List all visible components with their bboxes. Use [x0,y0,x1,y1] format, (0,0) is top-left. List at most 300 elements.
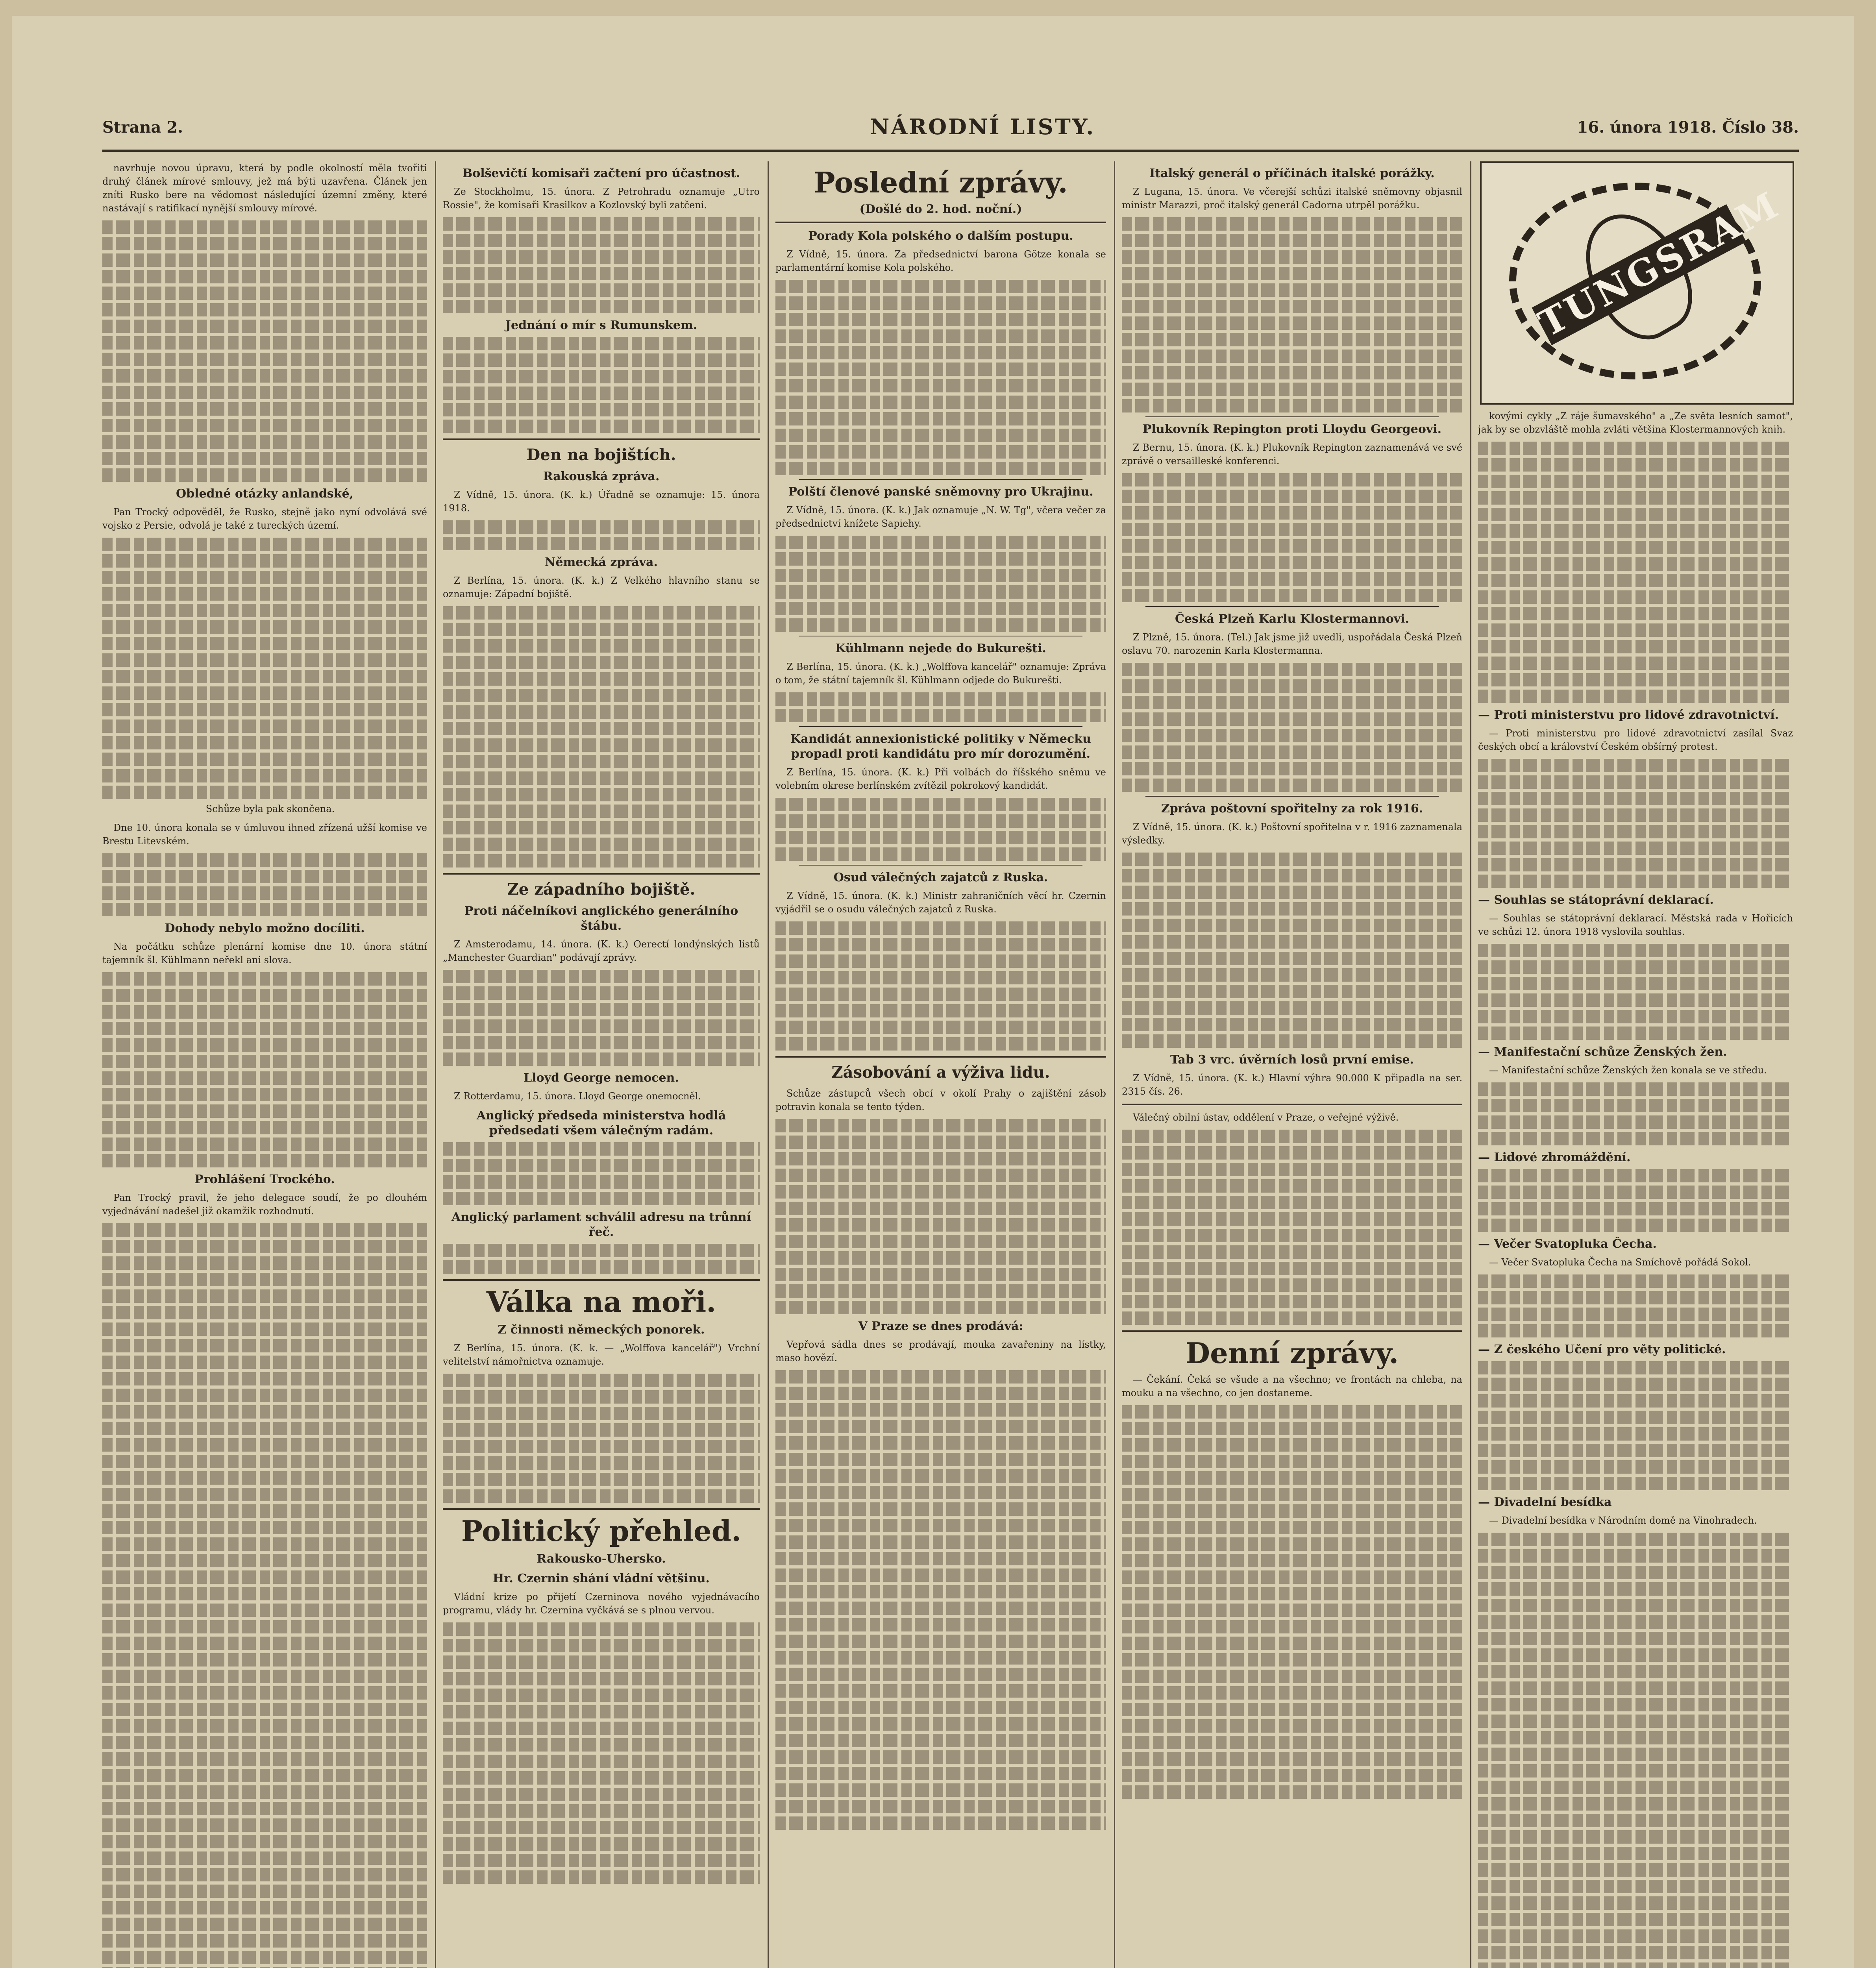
divider [1145,606,1439,607]
text-line [443,838,760,851]
text-line [102,972,427,986]
text-line [102,336,427,350]
text-line [775,1021,1106,1034]
text-line [443,689,760,702]
text-line [1122,919,1462,932]
text-line [775,280,1106,293]
text-line [1478,808,1793,822]
text-line [1478,1715,1793,1728]
text-line [1478,1582,1793,1596]
text-line [102,1289,427,1303]
text-line [1478,1460,1793,1474]
divider [799,865,1082,866]
text-line [443,1142,760,1156]
divider [775,222,1106,223]
text-line [102,637,427,650]
article-text: Z Bernu, 15. února. (K. k.) Plukovník Repington zaznamenává ve své zprávě o versailleské konferenci. [1122,442,1462,466]
text-line [1478,1427,1793,1441]
text-line [443,283,760,297]
text-line [443,1456,760,1470]
text-line [102,1901,427,1914]
text-line [1122,663,1462,676]
headline: Tab 3 vrc. úvěrních losů první emise. [1170,1053,1414,1067]
subheadline: Anglický předseda ministerstva hodlá předsedati všem válečným radám. [476,1109,726,1138]
text-line [1478,775,1793,789]
text-line [443,1052,760,1066]
text-line [1122,1455,1462,1468]
text-line [1122,1703,1462,1716]
text-line [1122,473,1462,486]
text-line [775,618,1106,632]
text-line [1478,1929,1793,1943]
text-line [1122,696,1462,709]
text-line [102,1752,427,1766]
text-line [1122,1405,1462,1419]
text-line [443,267,760,280]
text-line [102,402,427,416]
text-line [443,854,760,867]
text-line [1122,572,1462,586]
text-line [1122,1262,1462,1275]
text-line [443,1440,760,1453]
article-text: Z Vídně, 15. února. (K. k.) Ministr zahraničních věcí hr. Czernin vyjádřil se o osudu válečných zajatců z Ruska. [775,890,1106,915]
text-line [1122,869,1462,882]
text-line [443,738,760,752]
text-line [102,1071,427,1085]
text-line [102,237,427,250]
text-line [775,346,1106,359]
article-text: Vládní krize po přijetí Czerninova nového vyjednávacího programu, vlády hr. Czernina vyčkává se s plnou vervou. [443,1591,760,1616]
text-line [102,320,427,333]
text-line [775,1436,1106,1450]
text-line [1478,944,1793,957]
text-line [102,1703,427,1716]
text-line [1122,1521,1462,1534]
text-line [102,287,427,300]
text-line [102,720,427,733]
text-line [775,1750,1106,1764]
article-text: Z Vídně, 15. února. (K. k.) Poštovní spořitelna v r. 1916 zaznamenala výsledky. [1122,821,1462,846]
text-line [443,672,760,686]
text-line [1478,541,1793,554]
headline: Dohody nebylo možno docíliti. [165,921,365,935]
text-line [443,639,760,653]
text-line [102,1005,427,1019]
text-line [1478,442,1793,455]
divider [799,726,1082,727]
text-line [443,1244,760,1257]
text-line [1122,1653,1462,1667]
text-line [775,552,1106,566]
text-line [443,1489,760,1503]
text-line [1122,1196,1462,1209]
text-line [775,296,1106,310]
page-number: Strana 2. [102,118,183,137]
text-line [775,971,1106,984]
headline: Polští členové panské sněmovny pro Ukrajinu. [788,485,1093,499]
text-line [443,722,760,735]
text-line [443,1738,760,1752]
text-line [443,1192,760,1205]
text-line [775,1185,1106,1199]
text-line [1478,574,1793,587]
text-line [1122,217,1462,231]
article-text: Z Berlína, 15. února. (K. k.) „Wolffova kancelář" oznamuje: Zpráva o tom, že státní tajemník šl. Kühlmann odjede do Bukurešti. [775,661,1106,686]
text-line [102,989,427,1002]
headline: Denní zprávy. [1185,1336,1399,1370]
text-line [1478,1847,1793,1860]
subheadline: Hr. Czernin shání vládní většinu. [493,1572,710,1585]
text-line [1478,673,1793,686]
text-line [102,1769,427,1782]
text-line [775,329,1106,343]
divider [1122,1104,1462,1105]
text-line [443,337,760,350]
text-line [102,253,427,267]
text-line [102,1851,427,1865]
headline: Poslední zprávy. [814,166,1068,199]
text-line [102,853,427,867]
article-text: Na počátku schůze plenární komise dne 10. února státní tajemník šl. Kühlmann neřekl ani slova. [102,941,427,966]
text-line [775,396,1106,409]
text-line [443,1622,760,1636]
text-line [1478,1027,1793,1040]
text-line [775,1618,1106,1631]
text-line [775,1301,1106,1314]
text-line [1122,1736,1462,1749]
text-line [102,386,427,399]
text-line [1478,1731,1793,1744]
text-line [775,1635,1106,1648]
text-line [775,379,1106,392]
text-line [1122,968,1462,982]
text-line [443,656,760,669]
subheadline: Z činnosti německých ponorek. [498,1323,705,1337]
text-line [775,921,1106,935]
text-line [775,1535,1106,1549]
article-text: Z Vídně, 15. února. Za předsednictví barona Götze konala se parlamentární komise Kola polského. [775,249,1106,273]
text-line [1478,1394,1793,1408]
article-text: — Čekání. Čeká se všude a na všechno; ve frontách na chleba, na mouku a na všechno, co jen dostaneme. [1122,1374,1462,1398]
text-line [1478,1648,1793,1662]
headline: Prohlášení Trockého. [194,1173,335,1186]
text-line [1478,1324,1793,1337]
text-line [1478,1764,1793,1777]
headline: Den na bojištích. [526,446,676,464]
text-line [1122,729,1462,742]
text-line [775,1783,1106,1797]
text-line [775,1734,1106,1747]
headline: — Z českého Učení pro věty politické. [1478,1343,1726,1356]
text-line [1122,712,1462,726]
text-line [102,1306,427,1319]
text-line [102,1154,427,1167]
text-line [102,1038,427,1052]
text-line [102,1240,427,1253]
text-line [1478,1099,1793,1112]
tungsram-advertisement [1480,161,1794,405]
text-line [1478,491,1793,505]
text-line [1122,1587,1462,1600]
text-line [1478,825,1793,838]
text-line [443,1655,760,1669]
text-line [1478,1863,1793,1877]
text-line [1478,1681,1793,1695]
text-line [1122,490,1462,503]
text-line [102,1885,427,1898]
text-line [443,1036,760,1049]
text-line [775,847,1106,861]
text-line [1478,590,1793,604]
column-rule [1470,161,1471,1968]
divider [1122,1330,1462,1332]
text-line [1478,993,1793,1007]
text-line [1122,1001,1462,1015]
text-line [102,604,427,617]
text-line [102,1104,427,1118]
text-line [1478,657,1793,670]
text-line [102,786,427,799]
text-line [775,1251,1106,1265]
text-line [1478,960,1793,974]
subheadline: Anglický parlament schválil adresu na trůnní řeč. [451,1210,751,1239]
text-line [443,1175,760,1189]
text-line [1122,1570,1462,1584]
article-text: Z Lugana, 15. února. Ve včerejší schůzi italské sněmovny objasnil ministr Marazzi, proč italský generál Cadorna utrpěl porážku. [1122,186,1462,211]
text-line [102,1356,427,1369]
text-line [1122,1146,1462,1160]
text-line [775,1486,1106,1499]
text-line [1122,902,1462,916]
text-line [775,1420,1106,1433]
text-line [1122,283,1462,297]
text-line [102,1537,427,1551]
text-line [102,1554,427,1567]
article-text: — Manifestační schůze Ženských žen konala se ve středu. [1489,1065,1767,1076]
column-4 [1122,161,1462,1968]
text-line [443,1722,760,1735]
text-line [1122,1752,1462,1766]
text-line [443,353,760,367]
text-line [1122,366,1462,379]
text-line [443,705,760,719]
headline: Obledné otázky anlandské, [176,487,353,501]
text-line [1478,607,1793,620]
text-line [1122,589,1462,602]
headline: Plukovník Repington proti Lloydu Georgeovi. [1142,422,1442,436]
headline: Ze západního bojiště. [507,880,696,899]
text-line [102,1022,427,1035]
text-line [775,1602,1106,1615]
text-line [102,903,427,916]
text-line [1478,475,1793,488]
divider [1145,796,1439,797]
text-line [775,1152,1106,1165]
headline: Kühlmann nejede do Bukurešti. [835,642,1046,655]
article-text: Pan Trocký odpověděl, že Rusko, stejně jako nyní odvolává své vojsko z Persie, odvolá je také z tureckých území. [102,507,427,531]
text-line [1478,1830,1793,1844]
text-line [1478,1291,1793,1304]
text-line [102,703,427,716]
article-text: kovými cykly „Z ráje šumavského" a „Ze světa lesních samot", jak by se obzvláště mohla zvláti většina Klostermannových knih. [1478,411,1793,435]
text-line [775,709,1106,722]
text-line [1478,524,1793,538]
text-line [102,1835,427,1848]
text-line [102,1256,427,1270]
headline: Kandidát annexionistické politiky v Německu propadl proti kandidátu pro mír dorozumění. [790,732,1091,761]
text-line [1478,792,1793,805]
text-line [775,429,1106,442]
headline: Osud válečných zajatců z Ruska. [833,871,1048,884]
text-line [443,1390,760,1404]
article-text: Z Amsterodamu, 14. února. (K. k.) Oerectí londýnských listů „Manchester Guardian" podávají zprávy. [443,939,760,963]
text-line [775,1235,1106,1248]
text-line [443,370,760,383]
text-line [775,585,1106,599]
text-line [1122,1537,1462,1551]
text-line [102,653,427,667]
text-line [1478,1186,1793,1199]
text-line [102,419,427,432]
text-line [775,1370,1106,1384]
text-line [443,1804,760,1818]
text-line [775,1403,1106,1417]
text-line [1478,1698,1793,1711]
text-line [1478,842,1793,855]
headline: Zpráva poštovní spořitelny za rok 1916. [1161,802,1423,816]
text-line [102,886,427,900]
text-line [1122,1686,1462,1700]
text-line [1478,1169,1793,1182]
subheadline: Proti náčelníkovi anglického generálního štábu. [464,904,738,933]
text-line [775,692,1106,706]
text-line [102,468,427,482]
text-line [443,420,760,433]
text-line [1478,1533,1793,1546]
text-line [102,1736,427,1749]
text-line [1122,1229,1462,1242]
text-line [1122,316,1462,330]
text-line [1478,1814,1793,1827]
text-line [102,1637,427,1650]
ad-brand: TUNGSRAM [1532,183,1787,346]
article-text: Ze Stockholmu, 15. února. Z Petrohradu oznamuje „Utro Rossie", že komisaři Krasilkov a Kozlovský byli zatčeni. [443,186,760,211]
headline: Zásobování a výživa lidu. [831,1063,1050,1082]
text-line [775,1453,1106,1466]
text-line [1122,952,1462,965]
text-line [1122,1604,1462,1617]
text-line [102,1802,427,1815]
text-line [1478,1599,1793,1612]
text-line [102,1604,427,1617]
divider [775,1056,1106,1058]
subheadline: Lloyd George nemocen. [524,1071,679,1085]
article-text: navrhuje novou úpravu, která by podle okolností měla tvořiti druhý článek mírové smlouvy, jež má býti uzavřena. Článek jen zníti Rusko bere na vědomost následující územní změny, které nastávají s ratifikací nynější smlouvy mírové. [102,163,427,214]
column-2 [443,161,760,1968]
text-line [1478,1880,1793,1893]
text-line [775,1284,1106,1298]
page-header [102,114,1799,152]
divider [443,873,760,875]
text-line [1478,1797,1793,1811]
text-line [1478,1444,1793,1457]
text-line [1122,1504,1462,1518]
text-line [443,1159,760,1172]
text-line [1122,506,1462,520]
text-line [102,1653,427,1667]
article-text: Z Vídně, 15. února. (K. k.) Hlavní výhra 90.000 K připadla na ser. 2315 čís. 26. [1122,1073,1462,1097]
text-line [1122,300,1462,313]
subheadline: Rakouská zpráva. [543,470,660,483]
text-line [102,270,427,283]
column-rule [768,161,769,1968]
issue-date: 16. února 1918. Číslo 38. [1577,118,1799,137]
text-line [102,1686,427,1700]
text-line [1478,1566,1793,1579]
text-line [102,1785,427,1799]
text-line [102,1918,427,1931]
text-line [1122,234,1462,247]
text-line [102,1587,427,1600]
text-line [1478,1308,1793,1321]
headline: — Lidové zhromáždění. [1478,1150,1631,1164]
text-line [1122,1438,1462,1452]
text-line [775,954,1106,968]
text-line [775,1701,1106,1714]
text-line [775,1004,1106,1017]
text-line [775,536,1106,549]
text-line [102,1670,427,1683]
article-text: — Proti ministerstvu pro lidové zdravotnictví zasílal Svaz českých obcí a království Českém obšírný protest. [1478,728,1793,752]
text-line [775,1767,1106,1780]
text-line [102,1521,427,1534]
divider [799,479,1082,480]
text-line [102,1471,427,1485]
text-line [443,1003,760,1016]
headline: Politický přehled. [461,1514,742,1548]
text-line [1478,1115,1793,1129]
text-line [102,1273,427,1286]
headline: — Divadelní besídka [1478,1495,1612,1509]
text-line [443,250,760,264]
text-line [1122,383,1462,396]
text-line [1478,1615,1793,1629]
text-line [1478,1781,1793,1794]
text-line [443,1854,760,1867]
article-text: Z Plzně, 15. února. (Tel.) Jak jsme již uvedli, uspořádala Česká Plzeň oslavu 70. narozenin Karla Klostermanna. [1122,632,1462,656]
text-line [443,1423,760,1437]
headline: Česká Plzeň Karlu Klostermannovi. [1175,612,1410,626]
text-line [443,520,760,534]
text-line [1478,1665,1793,1678]
text-line [443,403,760,416]
text-line [1122,1785,1462,1799]
text-line [775,1387,1106,1400]
text-line [1122,333,1462,346]
text-line [102,1055,427,1068]
text-line [102,769,427,782]
text-line [775,313,1106,326]
headline: Porady Kola polského o dalším postupu. [808,229,1073,243]
text-line [775,1136,1106,1149]
text-line [1122,1471,1462,1485]
text-line [1122,267,1462,280]
text-line [1122,1422,1462,1435]
text-line [443,986,760,1000]
text-line [102,1620,427,1633]
text-line [443,606,760,620]
article-text: Válečný obilní ústav, oddělení v Praze, o veřejné výživě. [1133,1112,1399,1123]
